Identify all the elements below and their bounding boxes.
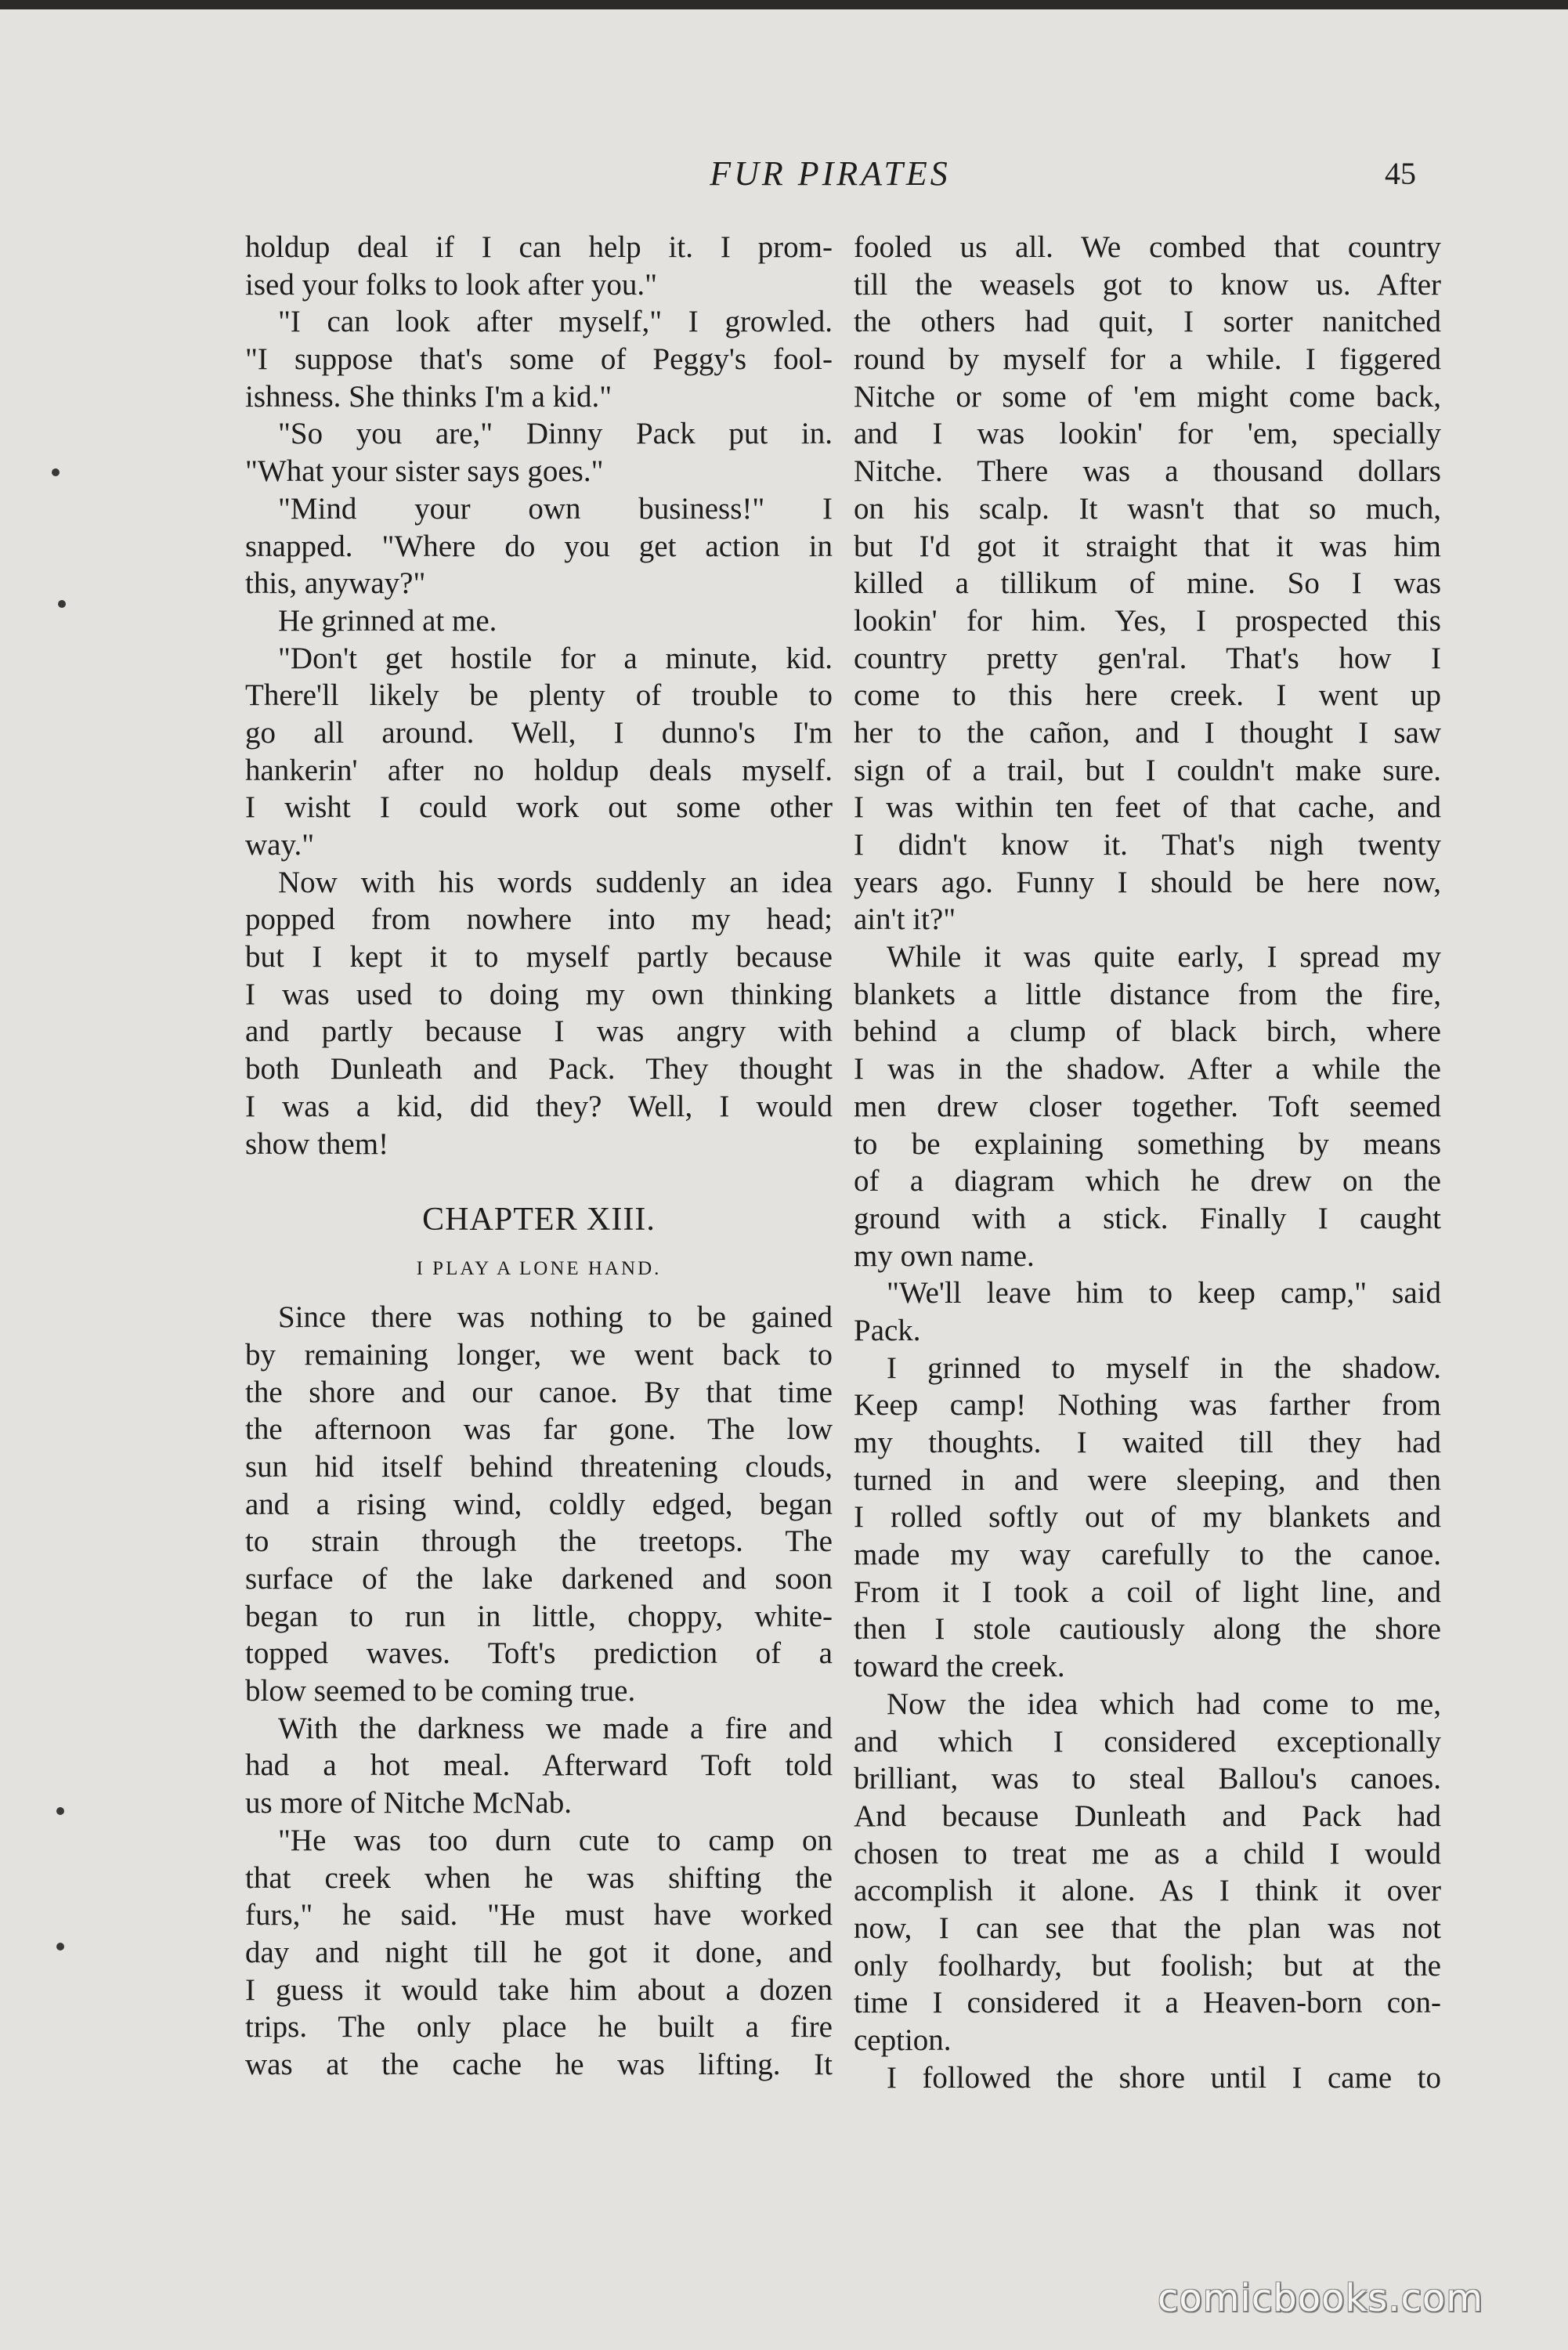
text-line: I was used to doing my own thinking [245, 977, 833, 1011]
text-line: "I can look after myself," I growled. [278, 305, 833, 339]
text-line: ception. [854, 2023, 952, 2057]
text-line: till the weasels got to know us. After [854, 267, 1441, 302]
text-line: ain't it?" [854, 902, 956, 937]
text-line: and which I considered exceptionally [854, 1724, 1441, 1759]
text-line: trips. The only place he built a fire [245, 2010, 833, 2044]
text-line: was at the cache he was lifting. It [245, 2047, 833, 2081]
text-line: chosen to treat me as a child I would [854, 1836, 1441, 1871]
chapter-title: CHAPTER XIII. [422, 1202, 656, 1238]
left-text-after-chapter [245, 1299, 833, 2083]
running-head [0, 154, 1568, 201]
site-watermark: comicbooks.com [1158, 2276, 1484, 2320]
text-line: men drew closer together. Toft seemed [854, 1089, 1441, 1123]
text-line: Nitche. There was a thousand dollars [854, 454, 1441, 489]
right-text [854, 229, 1441, 2096]
text-line: the shore and our canoe. By that time [245, 1375, 833, 1409]
text-line: made my way carefully to the canoe. [854, 1538, 1441, 1572]
text-line: I was a kid, did they? Well, I would [245, 1089, 833, 1123]
text-line: I didn't know it. That's nigh twenty [854, 828, 1441, 862]
page-number: 45 [1385, 156, 1416, 191]
text-line: the others had quit, I sorter nanitched [854, 305, 1441, 339]
text-line: but I kept it to myself partly because [245, 940, 833, 974]
text-line: but I'd got it straight that it was him [854, 529, 1441, 563]
text-line: began to run in little, choppy, white- [245, 1599, 833, 1633]
text-line: "We'll leave him to keep camp," said [887, 1276, 1441, 1311]
text-line: There'll likely be plenty of trouble to [245, 678, 833, 713]
binding-hole [52, 468, 60, 476]
top-edge-shadow [0, 0, 1568, 9]
text-line: sun hid itself behind threatening clouds, [245, 1449, 833, 1484]
text-line: the afternoon was far gone. The low [245, 1412, 833, 1447]
text-line: furs," he said. "He must have worked [245, 1898, 833, 1932]
text-line: "I suppose that's some of Peggy's fool- [245, 342, 833, 377]
text-line: behind a clump of black birch, where [854, 1014, 1441, 1049]
text-line: accomplish it alone. As I think it over [854, 1874, 1441, 1908]
text-line: Now the idea which had come to me, [887, 1687, 1441, 1721]
text-line: While it was quite early, I spread my [887, 940, 1441, 974]
text-line: hankerin' after no holdup deals myself. [245, 753, 833, 787]
text-line: I followed the shore until I came to [887, 2060, 1441, 2095]
text-line: snapped. "Where do you get action in [245, 529, 833, 563]
text-line: "So you are," Dinny Pack put in. [278, 417, 833, 451]
text-line: ishness. She thinks I'm a kid." [245, 379, 612, 414]
text-line: brilliant, was to steal Ballou's canoes. [854, 1762, 1441, 1796]
text-line: I rolled softly out of my blankets and [854, 1500, 1441, 1535]
text-line: "Mind your own business!" I [278, 491, 833, 526]
text-line: From it I took a coil of light line, and [854, 1574, 1441, 1609]
text-line: blankets a little distance from the fire, [854, 977, 1441, 1011]
text-line: show them! [245, 1126, 389, 1161]
text-line: time I considered it a Heaven-born con- [854, 1986, 1441, 2020]
right-column [854, 229, 1441, 2096]
text-line: He grinned at me. [278, 603, 497, 638]
text-line: to strain through the treetops. The [245, 1524, 833, 1559]
binding-hole [58, 600, 66, 608]
text-line: of a diagram which he drew on the [854, 1164, 1441, 1198]
text-line: Since there was nothing to be gained [278, 1300, 833, 1335]
text-line: I grinned to myself in the shadow. [887, 1350, 1441, 1385]
text-line: "What your sister says goes." [245, 454, 604, 489]
text-line: both Dunleath and Pack. They thought [245, 1052, 833, 1086]
text-line: to be explaining something by means [854, 1126, 1441, 1161]
text-line: blow seemed to be coming true. [245, 1674, 636, 1708]
text-line: topped waves. Toft's prediction of a [245, 1636, 833, 1671]
text-line: only foolhardy, but foolish; but at the [854, 1948, 1441, 1983]
text-line: lookin' for him. Yes, I prospected this [854, 603, 1441, 638]
text-line: Keep camp! Nothing was farther from [854, 1388, 1441, 1423]
text-line: I wisht I could work out some other [245, 790, 833, 825]
text-line: round by myself for a while. I figgered [854, 342, 1441, 377]
text-line: fooled us all. We combed that country [854, 230, 1441, 264]
text-line: "He was too durn cute to camp on [278, 1823, 833, 1857]
text-line: that creek when he was shifting the [245, 1860, 833, 1895]
text-line: surface of the lake darkened and soon [245, 1562, 833, 1596]
binding-hole [56, 1807, 64, 1815]
text-line: killed a tillikum of mine. So I was [854, 566, 1441, 601]
text-line: Nitche or some of 'em might come back, [854, 379, 1441, 414]
text-line: and a rising wind, coldly edged, began [245, 1487, 833, 1521]
text-line: turned in and were sleeping, and then [854, 1462, 1441, 1497]
left-text-before-chapter [245, 229, 833, 1162]
text-line: ised your folks to look after you." [245, 267, 658, 302]
text-line: Pack. [854, 1313, 921, 1347]
text-line: I guess it would take him about a dozen [245, 1972, 833, 2007]
text-line: us more of Nitche McNab. [245, 1786, 572, 1820]
text-line: way." [245, 828, 315, 862]
text-line: and partly because I was angry with [245, 1014, 833, 1049]
text-line: then I stole cautiously along the shore [854, 1612, 1441, 1647]
text-line: this, anyway?" [245, 566, 426, 601]
text-line: had a hot meal. Afterward Toft told [245, 1748, 833, 1783]
text-line: now, I can see that the plan was not [854, 1911, 1441, 1945]
text-line: toward the creek. [854, 1650, 1065, 1684]
left-column [245, 229, 833, 2084]
text-line: holdup deal if I can help it. I prom- [245, 230, 833, 264]
text-line: my thoughts. I waited till they had [854, 1426, 1441, 1459]
text-line: her to the cañon, and I thought I saw [854, 715, 1441, 750]
chapter-subtitle: I PLAY A LONE HAND. [416, 1258, 662, 1280]
text-line: come to this here creek. I went up [854, 678, 1441, 713]
text-line: country pretty gen'ral. That's how I [854, 641, 1441, 675]
text-line: I was within ten feet of that cache, and [854, 790, 1441, 825]
text-line: I was in the shadow. After a while the [854, 1052, 1441, 1086]
text-line: ground with a stick. Finally I caught [854, 1201, 1441, 1235]
text-line: Now with his words suddenly an idea [278, 865, 833, 899]
running-title: FUR PIRATES [710, 154, 951, 193]
text-line: years ago. Funny I should be here now, [854, 865, 1441, 899]
text-line: go all around. Well, I dunno's I'm [245, 715, 833, 750]
text-line: With the darkness we made a fire and [278, 1711, 833, 1745]
text-line: and I was lookin' for 'em, specially [854, 417, 1441, 451]
text-line: sign of a trail, but I couldn't make sure. [854, 753, 1441, 787]
text-line: popped from nowhere into my head; [245, 902, 833, 937]
text-line: my own name. [854, 1238, 1035, 1273]
text-line: on his scalp. It wasn't that so much, [854, 491, 1441, 526]
text-line: "Don't get hostile for a minute, kid. [278, 641, 833, 675]
binding-hole [56, 1943, 64, 1950]
text-line: And because Dunleath and Pack had [854, 1799, 1441, 1833]
text-line: day and night till he got it done, and [245, 1935, 833, 1969]
text-line: by remaining longer, we went back to [245, 1337, 833, 1372]
